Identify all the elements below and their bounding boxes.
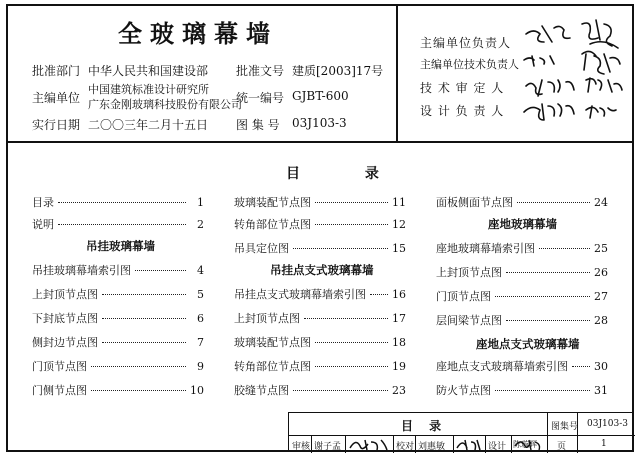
impl-date: 二〇〇三年二月十五日: [88, 118, 209, 132]
toc-entry-page: 25: [594, 242, 608, 255]
toc-entry-page: 12: [392, 218, 406, 231]
reviewer-name: 谢子孟: [314, 442, 342, 452]
toc-entry-title: 面板侧面节点图: [436, 196, 513, 209]
toc-entry-page: 6: [197, 312, 204, 325]
page-label: 页: [557, 442, 567, 452]
toc-entry-title: 门顶节点图: [436, 290, 491, 303]
toc-entry-title: 吊具定位图: [234, 242, 289, 255]
toc-entry[interactable]: [436, 312, 608, 328]
toc-entry-title: 层间梁节点图: [436, 314, 502, 327]
designer-signature: [513, 436, 545, 452]
toc-entry[interactable]: [234, 216, 406, 232]
toc-entry-page: 17: [392, 312, 406, 325]
designer-name: 陈璇辉: [513, 440, 537, 449]
approval-dept-label: 批准部门: [32, 64, 81, 78]
toc-entry-page: 26: [594, 266, 608, 279]
atlas-no: 03J103-3: [292, 116, 347, 130]
toc-entry[interactable]: [234, 310, 406, 326]
toc-entry[interactable]: [234, 286, 406, 302]
toc-entry-page: 18: [392, 336, 406, 349]
toc-entry[interactable]: [32, 358, 204, 374]
design-label: 设计: [488, 442, 507, 452]
toc-entry[interactable]: [234, 240, 406, 256]
toc-entry-page: 16: [392, 288, 406, 301]
toc-entry-page: 31: [594, 384, 608, 397]
toc-entry-title: 门侧节点图: [32, 384, 87, 397]
atlas-title: 全玻璃幕墙: [118, 20, 278, 48]
review-label: 审核: [292, 442, 311, 452]
impl-date-label: 实行日期: [32, 118, 81, 132]
toc-entry[interactable]: [32, 334, 204, 350]
title-block-atlas-no: 03J103-3: [587, 419, 629, 429]
editor-2: 广东金刚玻璃科技股份有限公司: [88, 98, 242, 111]
toc-entry-title: 上封顶节点图: [436, 266, 502, 279]
editor-1: 中国建筑标准设计研究所: [88, 83, 209, 96]
toc-entry-title: 防火节点图: [436, 384, 491, 397]
toc-entry-title: 说明: [32, 218, 54, 231]
toc-entry-page: 2: [197, 218, 204, 231]
toc-entry[interactable]: [32, 310, 204, 326]
toc-section-heading: 吊挂点支式玻璃幕墙: [270, 263, 374, 277]
toc-entry-page: 15: [392, 242, 406, 255]
toc-entry[interactable]: [436, 264, 608, 280]
toc-entry-title: 吊挂点支式玻璃幕墙索引图: [234, 288, 366, 301]
resp-row-1: 主编单位负责人: [420, 36, 512, 50]
unified-no-label: 统一编号: [236, 91, 285, 105]
toc-entry-page: 19: [392, 360, 406, 373]
toc-entry[interactable]: [32, 262, 204, 278]
toc-entry-page: 24: [594, 196, 608, 209]
title-block-atlas-label: 图集号: [551, 422, 579, 432]
toc-entry-title: 吊挂玻璃幕墙索引图: [32, 264, 131, 277]
toc-entry-page: 10: [190, 384, 204, 397]
title-block-name: 目 录: [401, 419, 448, 433]
toc-section-heading: 座地玻璃幕墙: [488, 217, 557, 231]
toc-entry[interactable]: [32, 382, 204, 398]
toc-entry-title: 下封底节点图: [32, 312, 98, 325]
checker-signature: [455, 436, 483, 452]
approval-dept: 中华人民共和国建设部: [88, 64, 209, 78]
toc-entry[interactable]: [436, 358, 608, 374]
toc-entry-title: 胶缝节点图: [234, 384, 289, 397]
toc-entry-page: 23: [392, 384, 406, 397]
toc-entry-page: 9: [197, 360, 204, 373]
toc-entry-title: 玻璃装配节点图: [234, 196, 311, 209]
toc-entry[interactable]: [436, 288, 608, 304]
toc-entry-title: 目录: [32, 196, 54, 209]
toc-entry[interactable]: [32, 194, 204, 210]
toc-title: 目 录: [286, 166, 409, 182]
unified-no: GJBT-600: [292, 89, 349, 103]
toc-entry[interactable]: [436, 240, 608, 256]
toc-entry-title: 座地点支式玻璃幕墙索引图: [436, 360, 568, 373]
resp-row-4: 设 计 负 责 人: [420, 104, 505, 118]
toc-entry[interactable]: [234, 334, 406, 350]
header-divider: [6, 141, 634, 143]
checker-name: 刘惠敏: [418, 442, 446, 452]
atlas-no-label: 图 集 号: [236, 118, 280, 132]
doc-no: 建质[2003]17号: [292, 64, 384, 78]
toc-section-heading: 座地点支式玻璃幕墙: [476, 337, 580, 351]
toc-entry-title: 侧封边节点图: [32, 336, 98, 349]
toc-entry-title: 上封顶节点图: [32, 288, 98, 301]
toc-entry-title: 玻璃装配节点图: [234, 336, 311, 349]
reviewer-signature: [347, 436, 391, 452]
toc-entry[interactable]: [234, 358, 406, 374]
page-number: 1: [601, 439, 607, 449]
header-vertical-divider: [396, 4, 398, 143]
toc-entry-page: 11: [392, 196, 406, 209]
toc-entry-page: 28: [594, 314, 608, 327]
resp-row-3: 技 术 审 定 人: [420, 81, 505, 95]
toc-entry-title: 上封顶节点图: [234, 312, 300, 325]
toc-entry-title: 门顶节点图: [32, 360, 87, 373]
editor-label: 主编单位: [32, 91, 81, 105]
toc-section-heading: 吊挂玻璃幕墙: [86, 239, 155, 253]
toc-entry-title: 转角部位节点图: [234, 218, 311, 231]
toc-entry-page: 5: [197, 288, 204, 301]
toc-entry[interactable]: [436, 194, 608, 210]
resp-row-2: 主编单位技术负责人: [420, 58, 519, 71]
toc-entry[interactable]: [32, 286, 204, 302]
doc-no-label: 批准文号: [236, 64, 285, 78]
toc-entry-page: 30: [594, 360, 608, 373]
toc-entry-title: 转角部位节点图: [234, 360, 311, 373]
toc-entry-page: 4: [197, 264, 204, 277]
title-block: [288, 412, 634, 452]
toc-entry[interactable]: [32, 216, 204, 232]
toc-entry[interactable]: [234, 194, 406, 210]
toc-entry[interactable]: [234, 382, 406, 398]
check-label: 校对: [396, 442, 415, 452]
toc-entry-page: 27: [594, 290, 608, 303]
toc-entry-title: 座地玻璃幕墙索引图: [436, 242, 535, 255]
toc-entry-page: 1: [197, 196, 204, 209]
handwritten-signatures: [520, 14, 632, 130]
toc-entry-page: 7: [197, 336, 204, 349]
toc-entry[interactable]: [436, 382, 608, 398]
